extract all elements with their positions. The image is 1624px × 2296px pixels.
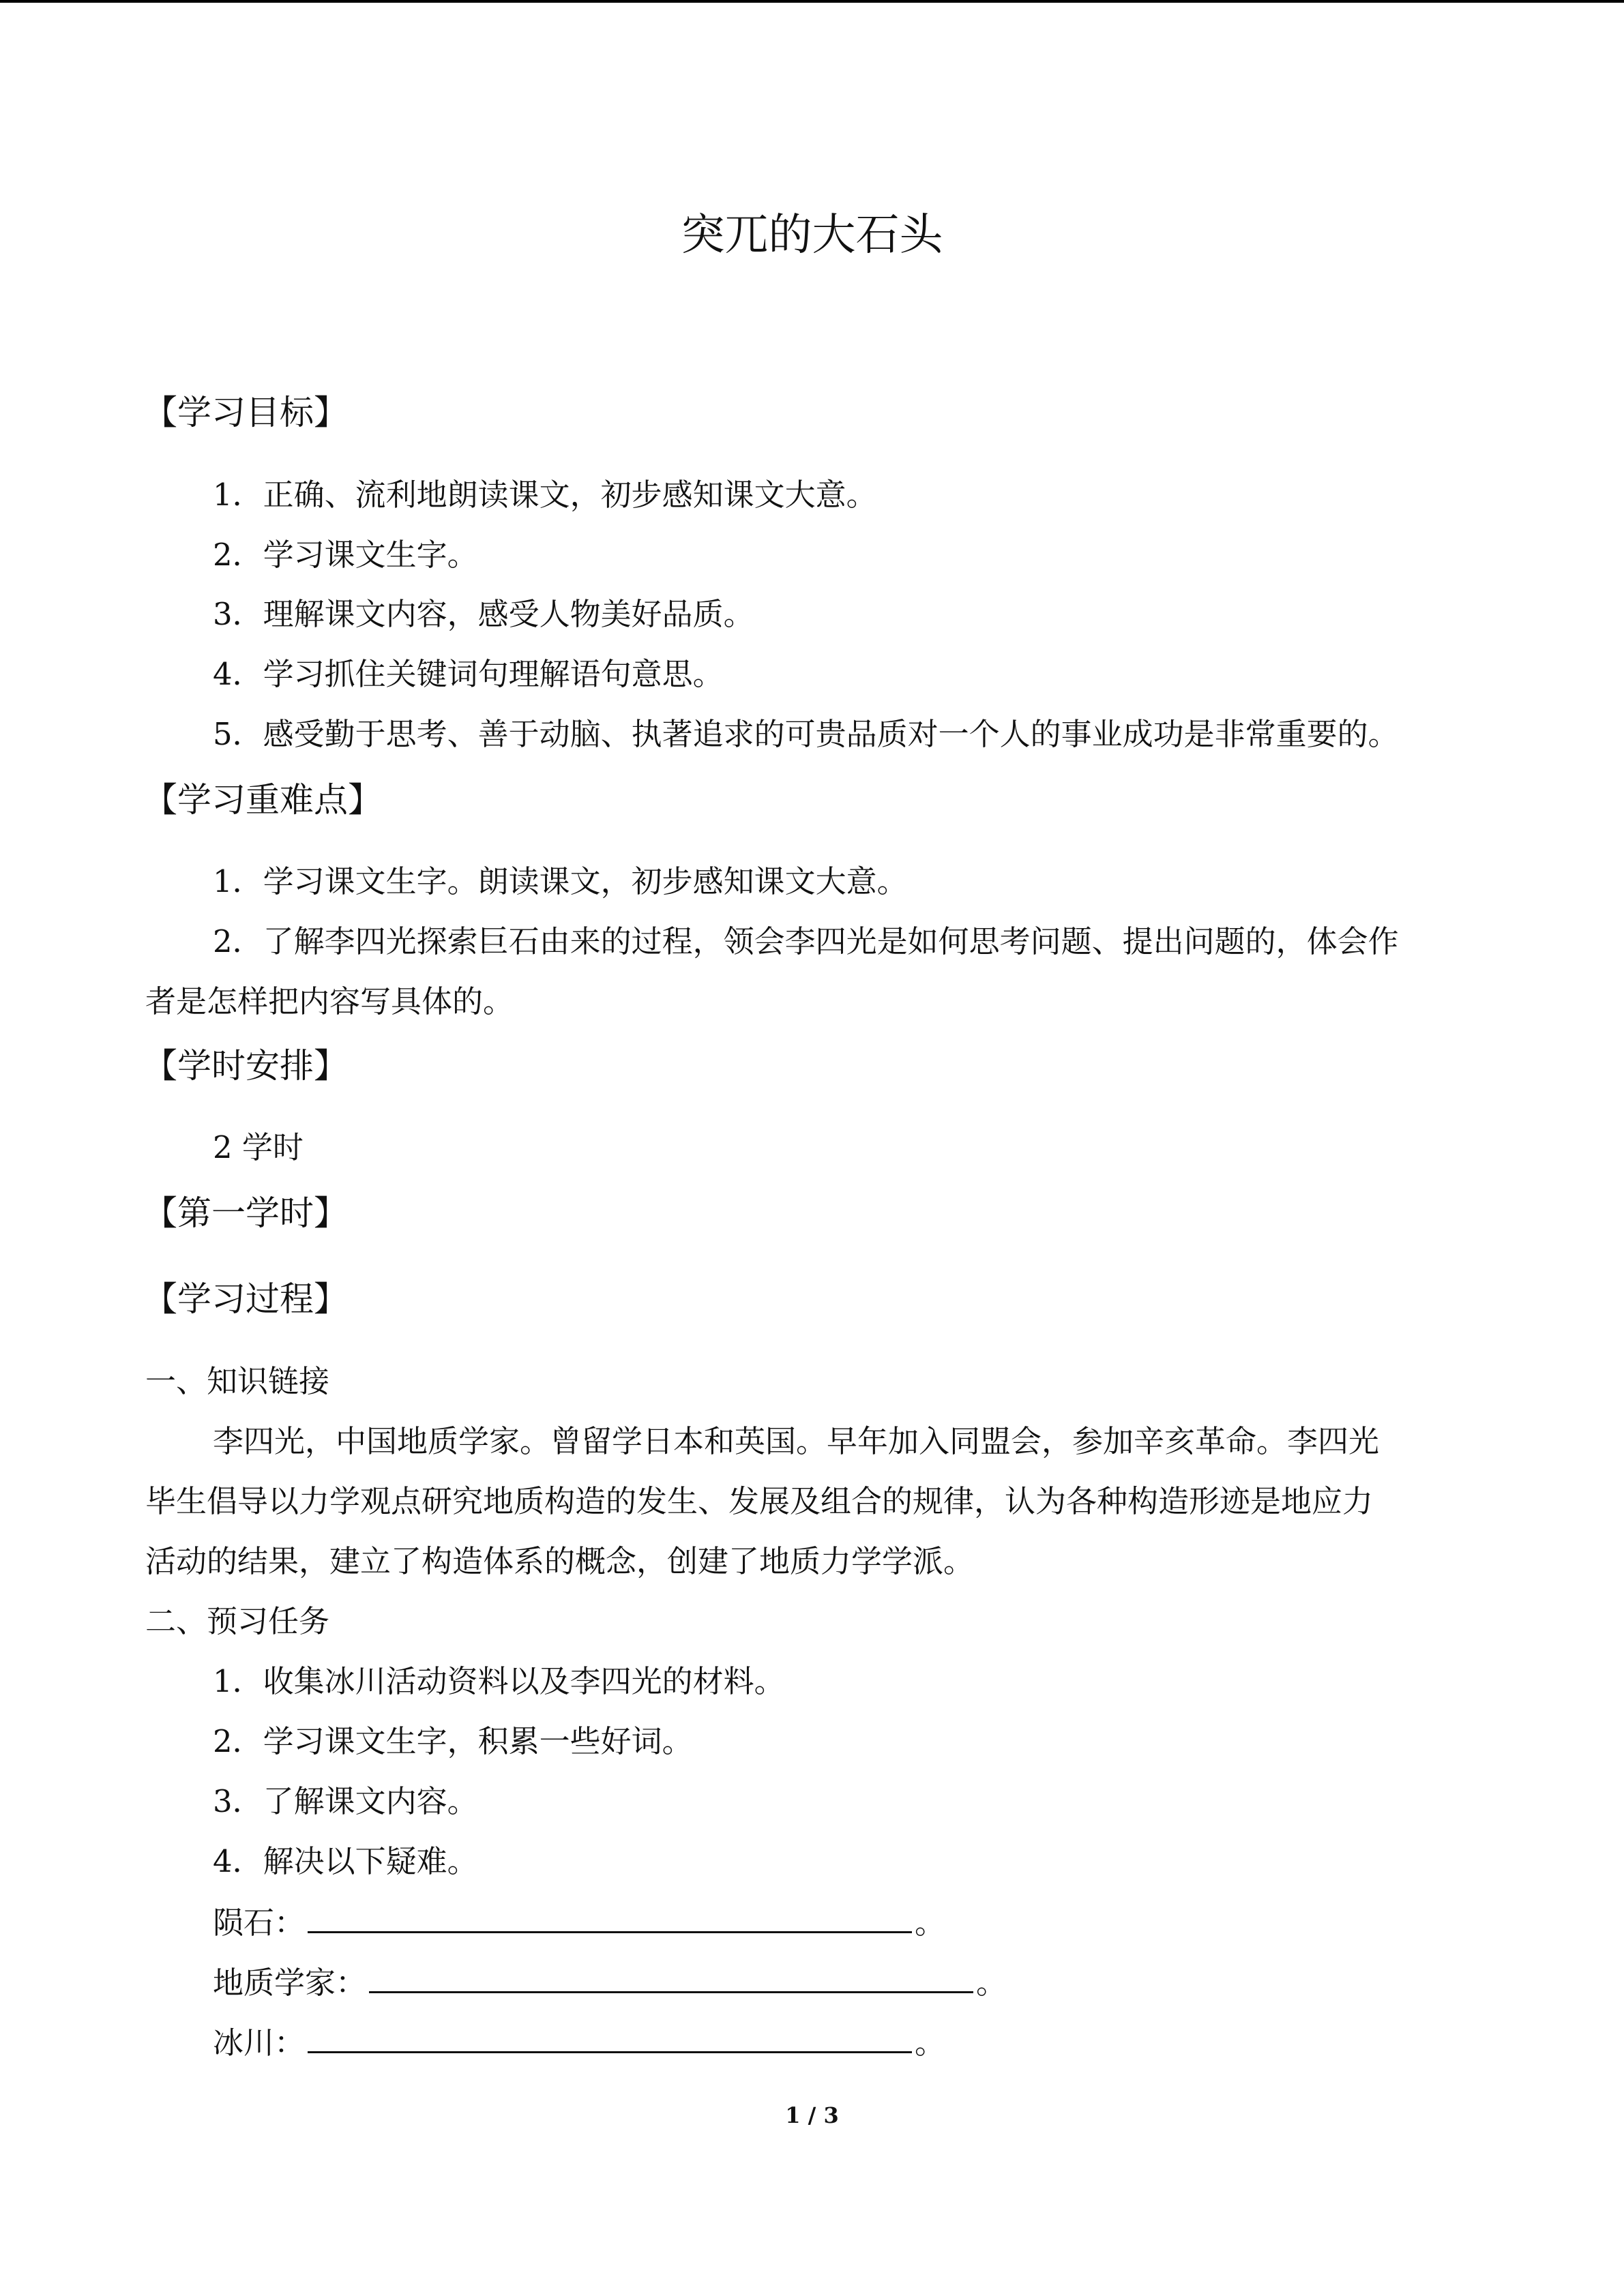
heading-schedule: 【学时安排】	[143, 1046, 348, 1086]
fill-blank-label: 陨石：	[213, 1905, 306, 1941]
part2-title: 二、预习任务	[145, 1603, 330, 1639]
heading-key-points: 【学习重难点】	[143, 780, 382, 820]
document-title: 突兀的大石头	[681, 210, 943, 260]
key-point-2: 2．了解李四光探索巨石由来的过程，领会李四光是如何思考问题、提出问题的，体会作	[213, 923, 1399, 959]
key-point-1: 1．学习课文生字。朗读课文，初步感知课文大意。	[213, 863, 908, 899]
answer-blank-line[interactable]	[308, 2021, 912, 2053]
fill-blank-label: 地质学家：	[213, 1965, 367, 2001]
heading-first-period: 【第一学时】	[143, 1193, 348, 1233]
top-border	[0, 0, 1624, 3]
part1-text-line-2: 毕生倡导以力学观点研究地质构造的发生、发展及组合的规律，认为各种构造形迹是地应力	[145, 1483, 1374, 1519]
goal-item-2: 2．学习课文生字。	[213, 537, 478, 573]
heading-learning-process: 【学习过程】	[143, 1279, 348, 1319]
key-point-2-continued: 者是怎样把内容写具体的。	[145, 983, 514, 1019]
page-number: 1 / 3	[785, 2102, 839, 2128]
fill-blank-end: 。	[976, 1965, 1007, 2001]
answer-blank-line[interactable]	[308, 1901, 912, 1933]
fill-blank-glacier	[213, 2021, 945, 2063]
part2-item-1: 1．收集冰川活动资料以及李四光的材料。	[213, 1663, 785, 1699]
part1-title: 一、知识链接	[145, 1363, 330, 1399]
part1-text-line-1: 李四光，中国地质学家。曾留学日本和英国。早年加入同盟会，参加辛亥革命。李四光	[213, 1423, 1380, 1459]
goal-item-1: 1．正确、流利地朗读课文，初步感知课文大意。	[213, 477, 877, 513]
part1-text-line-3: 活动的结果，建立了构造体系的概念，创建了地质力学学派。	[145, 1543, 975, 1579]
part2-item-2: 2．学习课文生字，积累一些好词。	[213, 1723, 693, 1759]
part2-item-3: 3．了解课文内容。	[213, 1783, 478, 1819]
fill-blank-geologist	[213, 1961, 1007, 2003]
goal-item-3: 3．理解课文内容，感受人物美好品质。	[213, 596, 754, 632]
schedule-text: 2 学时	[213, 1129, 304, 1165]
part2-item-4: 4．解决以下疑难。	[213, 1843, 478, 1879]
fill-blank-end: 。	[915, 2025, 946, 2061]
goal-item-5: 5．感受勤于思考、善于动脑、执著追求的可贵品质对一个人的事业成功是非常重要的。	[213, 716, 1399, 752]
answer-blank-line[interactable]	[369, 1961, 973, 1993]
fill-blank-label: 冰川：	[213, 2025, 306, 2061]
heading-learning-goals: 【学习目标】	[143, 393, 348, 432]
goal-item-4: 4．学习抓住关键词句理解语句意思。	[213, 656, 724, 692]
fill-blank-end: 。	[915, 1905, 946, 1941]
fill-blank-meteorite	[213, 1901, 945, 1943]
